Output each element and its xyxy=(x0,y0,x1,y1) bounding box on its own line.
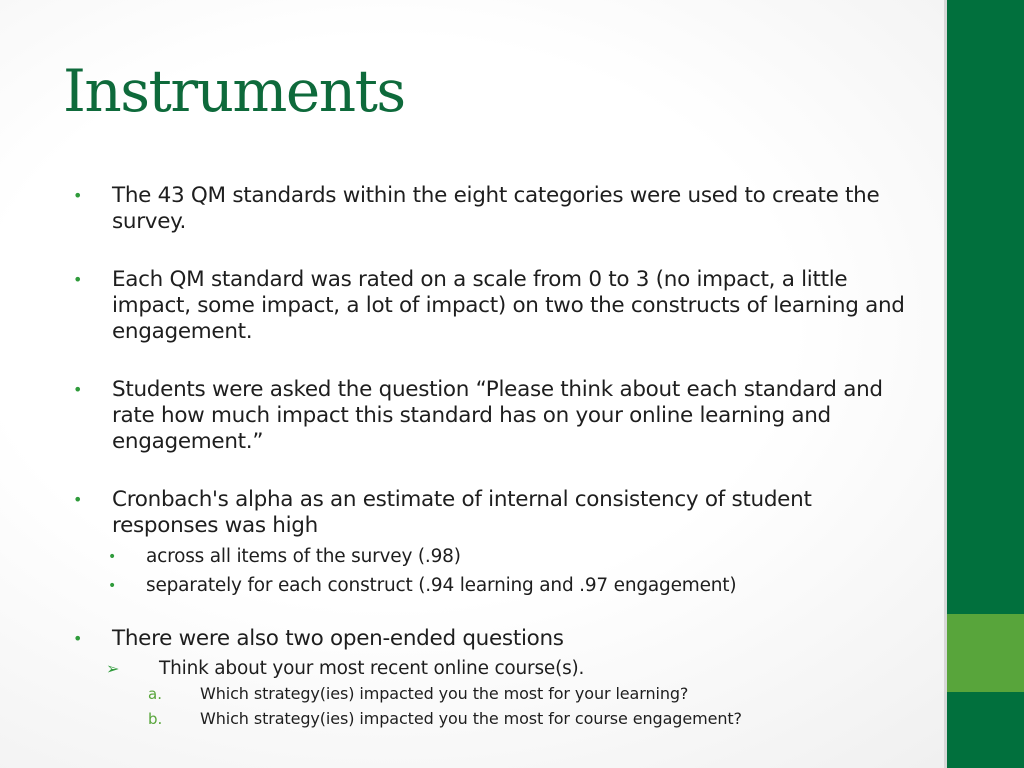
bullet-item: Cronbach's alpha as an estimate of internal consistency of student responses was high xyxy=(112,487,812,538)
bullet-icon: • xyxy=(73,629,83,648)
sub-bullet-item: Think about your most recent online course(s). xyxy=(159,658,585,679)
list-marker: a. xyxy=(148,685,162,703)
bullet-item: There were also two open-ended questions xyxy=(112,626,564,651)
side-bar-accent xyxy=(947,614,1024,692)
sub-bullet-item: across all items of the survey (.98) xyxy=(146,546,461,567)
arrow-bullet-icon: ➢ xyxy=(106,659,120,678)
sub-bullet-icon: • xyxy=(108,578,117,594)
list-marker: b. xyxy=(148,710,163,728)
bullet-icon: • xyxy=(73,490,83,509)
bullet-icon: • xyxy=(73,270,83,289)
list-item: Which strategy(ies) impacted you the most for course engagement? xyxy=(200,709,742,728)
bullet-icon: • xyxy=(73,380,83,399)
bullet-icon: • xyxy=(73,186,83,205)
sub-bullet-icon: • xyxy=(108,549,117,565)
slide-title: Instruments xyxy=(63,57,405,125)
sub-bullet-item: separately for each construct (.94 learning and .97 engagement) xyxy=(146,575,737,596)
bullet-item: The 43 QM standards within the eight categories were used to create the survey. xyxy=(112,183,880,234)
bullet-item: Each QM standard was rated on a scale from 0 to 3 (no impact, a little impact, some impact, a lot of impact) on two the constructs of learning and engagement. xyxy=(112,267,905,344)
list-item: Which strategy(ies) impacted you the most for your learning? xyxy=(200,684,689,703)
bullet-item: Students were asked the question “Please think about each standard and rate how much impact this standard has on your online learning and engagement.” xyxy=(112,377,883,454)
